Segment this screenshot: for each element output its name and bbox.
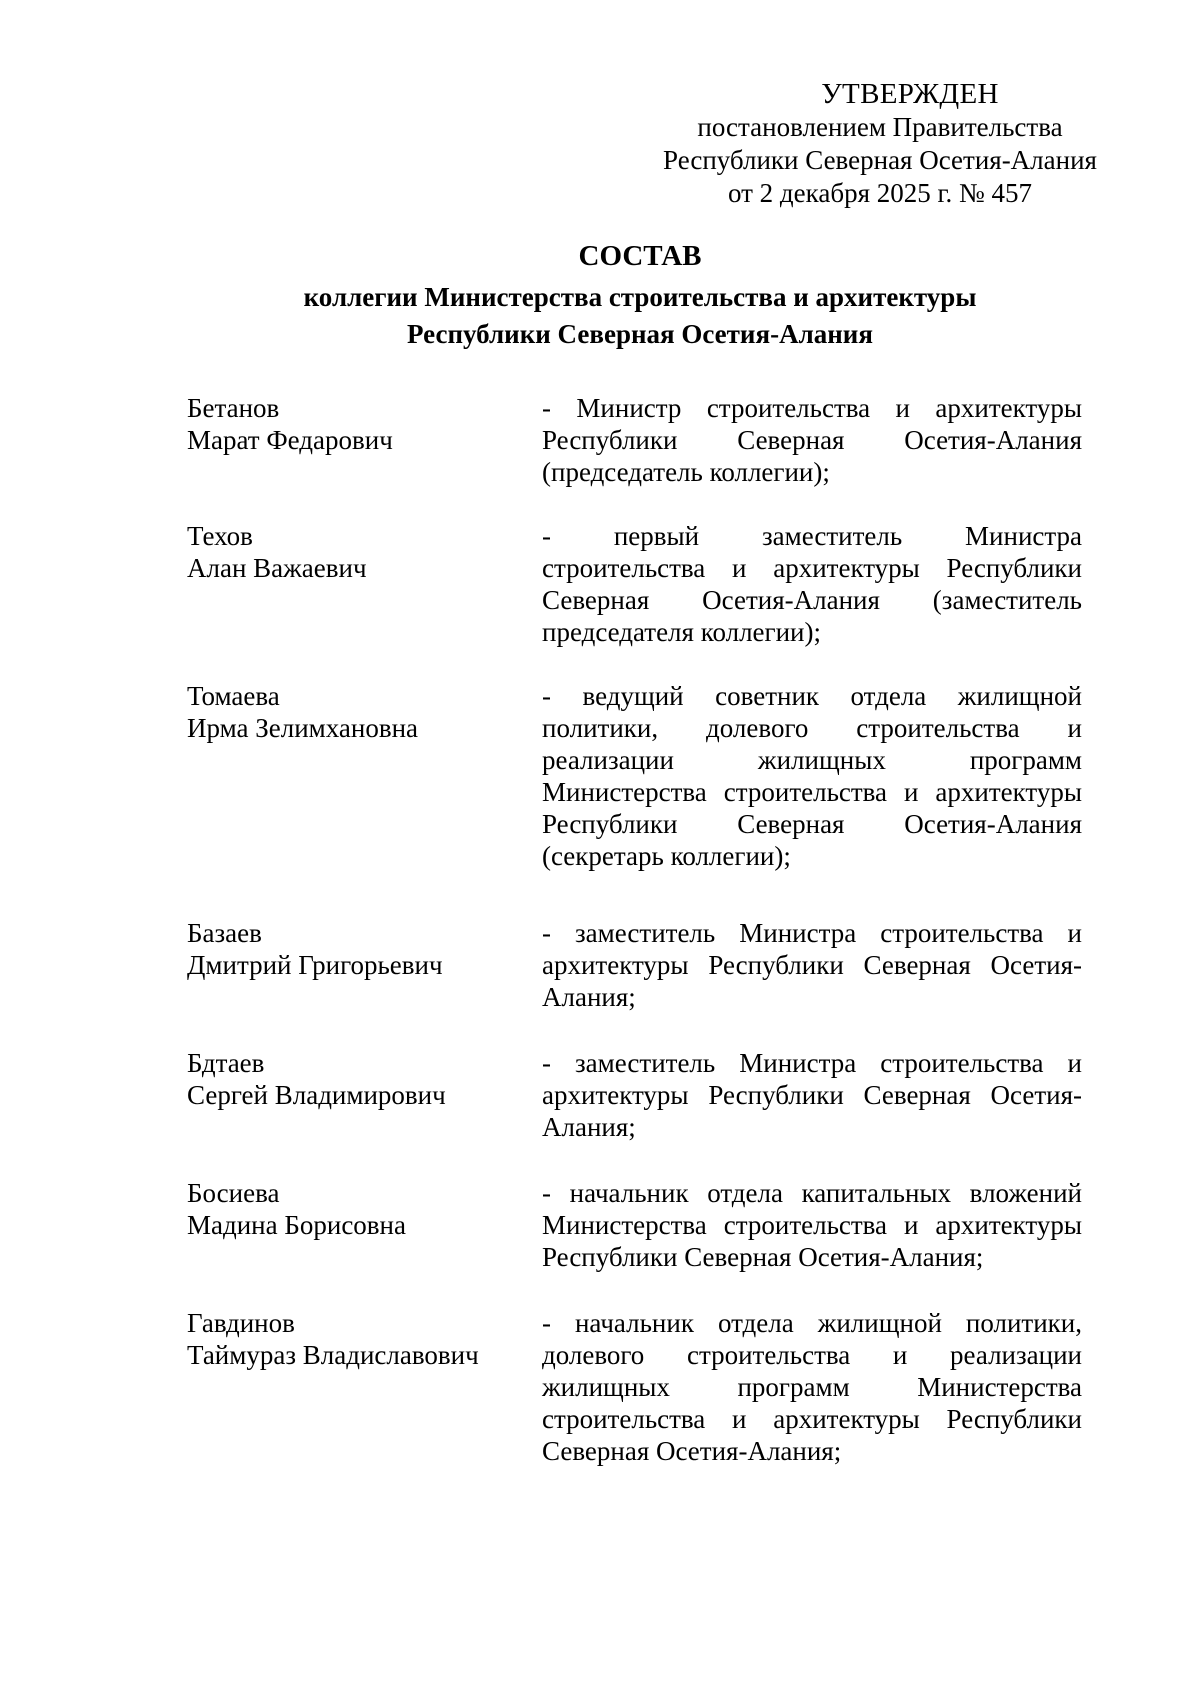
- member-entry: [187, 680, 1087, 917]
- approval-line-2: Республики Северная Осетия-Алания: [663, 145, 1097, 175]
- member-name: [187, 1307, 542, 1477]
- member-given-name: Марат Федарович: [187, 425, 393, 455]
- member-role: - начальник отдела капитальных вложений Министерства строительства и архитектуры Республики Северная Осетия-Алания;: [542, 1178, 1082, 1272]
- member-surname: Босиева: [187, 1178, 280, 1208]
- member-role: - заместитель Министра строительства и архитектуры Республики Северная Осетия-Алания;: [542, 918, 1082, 1012]
- approval-line-3: от 2 декабря 2025 г. № 457: [727, 178, 1033, 208]
- member-given-name: Мадина Борисовна: [187, 1210, 406, 1240]
- title-main: СОСТАВ: [578, 240, 702, 272]
- title-line-2: Республики Северная Осетия-Алания: [407, 319, 873, 349]
- approval-line-1: постановлением Правительства: [697, 112, 1063, 142]
- member-name: [187, 1047, 542, 1177]
- member-role: - ведущий советник отдела жилищной политики, долевого строительства и реализации жилищных программ Министерства строительства и архитектуры Республики Северная Осетия-Алания (секретарь коллегии);: [542, 681, 1082, 871]
- member-given-name: Сергей Владимирович: [187, 1080, 446, 1110]
- member-role: - первый заместитель Министра строительства и архитектуры Республики Северная Осетия-Алания (заместитель председателя коллегии);: [542, 521, 1082, 647]
- member-given-name: Ирма Зелимхановна: [187, 713, 419, 743]
- members-list: [187, 392, 1087, 1477]
- member-name: [187, 392, 542, 520]
- member-surname: Базаев: [187, 918, 262, 948]
- member-role: - начальник отдела жилищной политики, долевого строительства и реализации жилищных программ Министерства строительства и архитектуры Республики Северная Осетия-Алания;: [542, 1308, 1082, 1466]
- member-given-name: Алан Важаевич: [187, 553, 367, 583]
- member-entry: [187, 1177, 1087, 1307]
- member-surname: Техов: [187, 521, 253, 551]
- member-name: [187, 680, 542, 917]
- member-entry: [187, 392, 1087, 520]
- member-entry: [187, 1307, 1087, 1477]
- member-surname: Бдтаев: [187, 1048, 265, 1078]
- member-given-name: Таймураз Владиславович: [187, 1340, 479, 1370]
- member-name: [187, 520, 542, 680]
- member-name: [187, 1177, 542, 1307]
- member-entry: [187, 1047, 1087, 1177]
- member-role: - Министр строительства и архитектуры Республики Северная Осетия-Алания (председатель коллегии);: [542, 393, 1082, 487]
- document-title: [200, 238, 1080, 353]
- member-entry: [187, 917, 1087, 1047]
- member-given-name: Дмитрий Григорьевич: [187, 950, 443, 980]
- member-surname: Томаева: [187, 681, 280, 711]
- member-name: [187, 917, 542, 1047]
- title-line-1: коллегии Министерства строительства и архитектуры: [303, 282, 977, 312]
- approval-block: [600, 78, 1160, 210]
- member-surname: Бетанов: [187, 393, 280, 423]
- approval-stamp: УТВЕРЖДЕН: [821, 78, 999, 110]
- member-surname: Гавдинов: [187, 1308, 295, 1338]
- member-role: - заместитель Министра строительства и архитектуры Республики Северная Осетия-Алания;: [542, 1048, 1082, 1142]
- member-entry: [187, 520, 1087, 680]
